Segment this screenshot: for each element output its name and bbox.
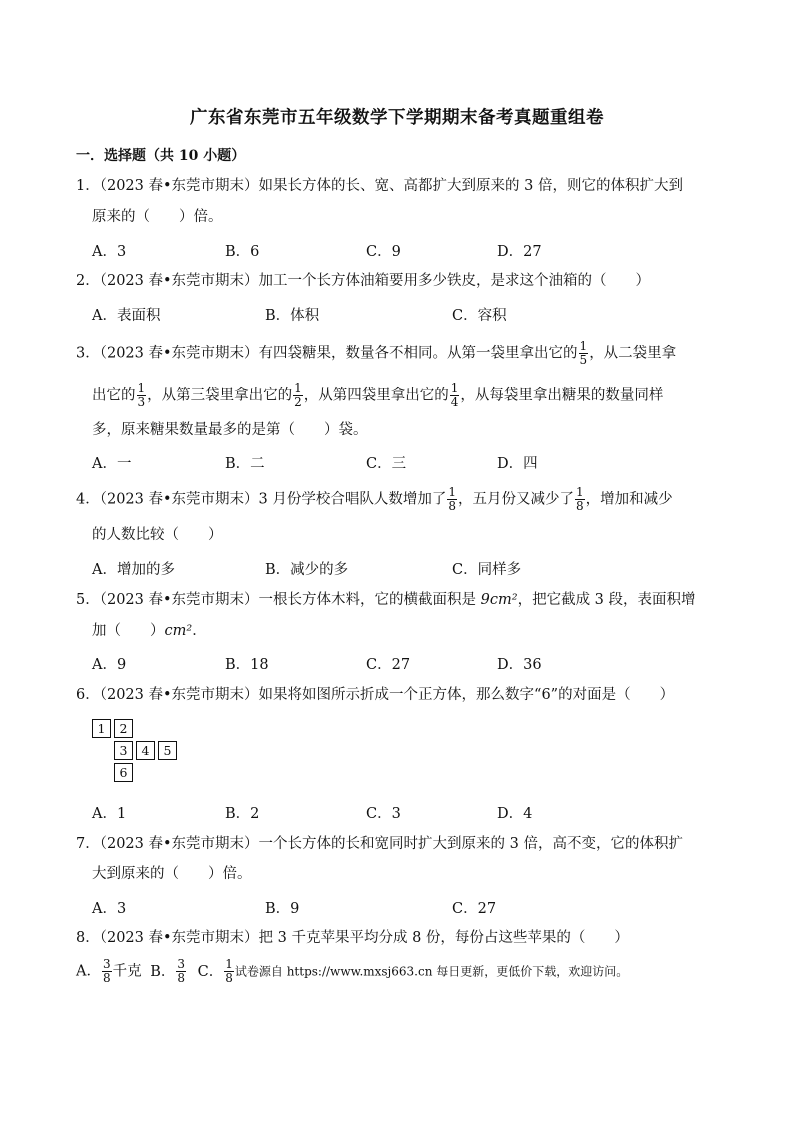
q2-option-c: C．容积 xyxy=(452,308,507,324)
fraction xyxy=(224,958,234,985)
q5-option-c: C．27 xyxy=(366,657,411,673)
q4-line1 xyxy=(76,486,673,513)
q8-line1: 8．（2023 春•东莞市期末）把 3 千克苹果平均分成 8 份，每份占这些苹果的（ ） xyxy=(76,930,629,946)
q3-option-d: D．四 xyxy=(497,456,538,472)
q1-option-d: D．27 xyxy=(497,244,542,260)
q8-option-a-unit: 千克 xyxy=(112,963,142,980)
q8-option-a-label: A． xyxy=(76,963,101,980)
fraction-denominator: 8 xyxy=(576,499,584,513)
fraction xyxy=(579,340,589,367)
q3-line2-text-d: ，从每袋里拿出糖果的数量同样 xyxy=(460,387,664,404)
q7-line1: 7．（2023 春•东莞市期末）一个长方体的长和宽同时扩大到原来的 3 倍，高不变，它的体积扩 xyxy=(76,836,683,852)
q5-line1-text-a: 5．（2023 春•东莞市期末）一根长方体木料，它的横截面积是 xyxy=(76,592,481,608)
fraction-numerator: 1 xyxy=(137,381,146,395)
q1-line2: 原来的（ ）倍。 xyxy=(92,209,223,225)
source-watermark-text: 试卷源自 https://www.mxsj663.cn 每日更新，更低价下载，欢迎访问。 xyxy=(234,964,629,979)
q3-line1-text-b: ，从二袋里拿 xyxy=(589,345,677,362)
fraction-denominator: 8 xyxy=(177,971,186,985)
fraction-denominator: 4 xyxy=(450,395,459,409)
q2-option-a: A．表面积 xyxy=(92,308,161,324)
q6-option-d: D．4 xyxy=(497,806,533,822)
net-cell: 3 xyxy=(114,741,133,760)
fraction xyxy=(447,486,457,513)
q4-option-a: A．增加的多 xyxy=(92,562,175,578)
q4-line2: 的人数比较（ ） xyxy=(92,527,223,543)
q5-option-b: B．18 xyxy=(225,657,269,673)
q4-line1-text-b: ，五月份又减少了 xyxy=(458,491,575,508)
q5-line2-text-a: 加（ ） xyxy=(92,623,165,639)
q8-option-b-label: B． xyxy=(150,963,176,980)
section-heading: 一．选择题（共 10 小题） xyxy=(76,148,246,164)
fraction-denominator: 5 xyxy=(579,353,588,367)
q7-option-b: B．9 xyxy=(265,901,300,917)
fraction-denominator: 3 xyxy=(137,395,146,409)
q3-option-c: C．三 xyxy=(366,456,407,472)
area-unit: cm² xyxy=(164,623,193,639)
q5-option-d: D．36 xyxy=(497,657,542,673)
q3-line1 xyxy=(76,340,676,367)
q5-line1-text-b: ，把它截成 3 段，表面积增 xyxy=(517,592,696,608)
q3-line2-text-b: ，从第三袋里拿出它的 xyxy=(147,387,293,404)
q4-option-b: B．减少的多 xyxy=(265,562,349,578)
q8-options xyxy=(76,958,628,985)
page-title: 广东省东莞市五年级数学下学期期末备考真题重组卷 xyxy=(190,108,604,128)
fraction-numerator: 1 xyxy=(294,381,302,395)
q2-option-b: B．体积 xyxy=(265,308,320,324)
fraction-numerator: 1 xyxy=(576,485,584,499)
fraction-numerator: 1 xyxy=(450,381,459,395)
q7-option-a: A．3 xyxy=(92,901,127,917)
fraction xyxy=(575,486,585,513)
q4-line1-text-a: 4．（2023 春•东莞市期末）3 月份学校合唱队人数增加了 xyxy=(76,491,447,508)
q5-line2 xyxy=(92,621,207,641)
fraction-denominator: 8 xyxy=(448,499,457,513)
q4-option-c: C．同样多 xyxy=(452,562,522,578)
q6-option-c: C．3 xyxy=(366,806,401,822)
q3-line3: 多，原来糖果数量最多的是第（ ）袋。 xyxy=(92,422,368,438)
net-cell: 4 xyxy=(136,741,155,760)
area-unit: 9cm² xyxy=(480,592,518,608)
cube-net-figure xyxy=(92,719,182,785)
fraction xyxy=(137,382,147,409)
fraction-denominator: 8 xyxy=(102,971,111,985)
q7-line2: 大到原来的（ ）倍。 xyxy=(92,866,252,882)
q1-option-a: A．3 xyxy=(92,244,127,260)
q1-line1: 1．（2023 春•东莞市期末）如果长方体的长、宽、高都扩大到原来的 3 倍，则它的体积扩大到 xyxy=(76,178,683,194)
fraction-numerator: 3 xyxy=(102,957,111,971)
q3-line2-text-c: ，从第四袋里拿出它的 xyxy=(303,387,449,404)
q6-option-b: B．2 xyxy=(225,806,260,822)
q6-line1: 6．（2023 春•东莞市期末）如果将如图所示折成一个正方体，那么数字“6”的对面是（ ） xyxy=(76,687,675,703)
fraction xyxy=(176,958,186,985)
q5-option-a: A．9 xyxy=(92,657,127,673)
fraction xyxy=(102,958,112,985)
q7-option-c: C．27 xyxy=(452,901,497,917)
q5-line1 xyxy=(76,590,696,610)
q1-option-c: C．9 xyxy=(366,244,401,260)
q2-line1: 2．（2023 春•东莞市期末）加工一个长方体油箱要用多少铁皮，是求这个油箱的（ ） xyxy=(76,273,651,289)
fraction-numerator: 1 xyxy=(448,485,457,499)
fraction xyxy=(293,382,303,409)
fraction-numerator: 3 xyxy=(177,957,186,971)
q3-option-a: A．一 xyxy=(92,456,132,472)
fraction-denominator: 2 xyxy=(294,395,302,409)
q3-option-b: B．二 xyxy=(225,456,265,472)
fraction-denominator: 8 xyxy=(225,971,233,985)
fraction xyxy=(450,382,460,409)
q1-option-b: B．6 xyxy=(225,244,260,260)
q3-line1-text-a: 3．（2023 春•东莞市期末）有四袋糖果，数量各不相同。从第一袋里拿出它的 xyxy=(76,345,578,362)
net-cell: 2 xyxy=(114,719,133,738)
q5-line2-text-b: ． xyxy=(192,623,207,639)
fraction-numerator: 1 xyxy=(579,339,588,353)
q4-line1-text-c: ，增加和减少 xyxy=(585,491,673,508)
q8-option-c-label: C． xyxy=(197,963,224,980)
q3-line2-text-a: 出它的 xyxy=(92,387,136,404)
q3-line2 xyxy=(92,382,663,409)
net-cell: 1 xyxy=(92,719,111,738)
q6-option-a: A．1 xyxy=(92,806,127,822)
net-cell: 6 xyxy=(114,763,133,782)
fraction-numerator: 1 xyxy=(225,957,233,971)
net-cell: 5 xyxy=(158,741,177,760)
